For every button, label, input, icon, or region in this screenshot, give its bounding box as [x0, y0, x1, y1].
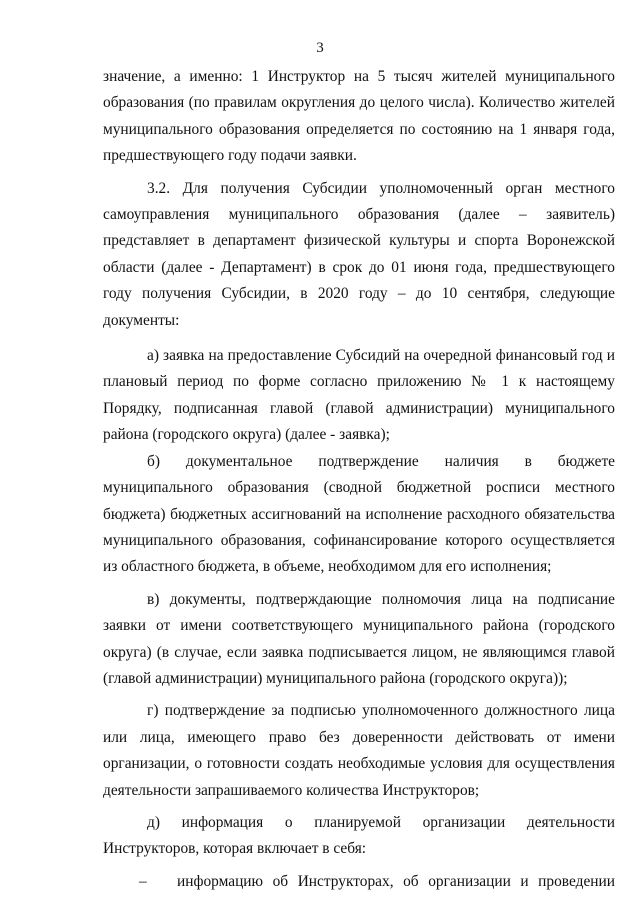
list-item-d-word: д) — [147, 813, 160, 831]
list-item-d-continuation: Инструкторов, которая включает в себя: — [103, 840, 367, 858]
paragraph-3-2: 3.2. Для получения Субсидии уполномоченный орган местного самоуправления муниципального образования (далее – заявитель) представляет в департамент физической культуры и спорта Воронежской области (далее - Департамент) в срок до 01 июня года, предшествующего году получения Субсидии, в 2020 году – до 10 сентября, следующие документы: — [103, 179, 615, 329]
dash-list-item-text: информацию об Инструкторах, об организации и проведении — [177, 872, 615, 890]
page-number: 3 — [316, 40, 324, 56]
dash-list-item — [103, 869, 615, 895]
dash-bullet: – — [139, 872, 147, 890]
list-item-d-word: организации — [422, 813, 506, 831]
list-item-g: г) подтверждение за подписью уполномоченного должностного лица или лица, имеющего право без доверенности действовать от имени организации, о готовности создать необходимые условия для осуществления деятельности запрашиваемого количества Инструкторов; — [103, 702, 615, 799]
list-item-d-word: о — [284, 813, 293, 831]
list-item-d-word: деятельности — [526, 813, 615, 831]
paragraph-continuation: значение, а именно: 1 Инструктор на 5 тысяч жителей муниципального образования (по правилам округления до целого числа). Количество жителей муниципального образования определяется по состоянию на 1 января года, предшествующего году подачи заявки. — [103, 68, 615, 165]
list-item-a: а) заявка на предоставление Субсидий на очередной финансовый год и плановый период по форме согласно приложению № 1 к настоящему Порядку, подписанная главой (главой администрации) муниципального района (городского округа) (далее - заявка); — [103, 347, 615, 444]
list-item-d-word: планируемой — [314, 813, 401, 831]
list-item-d-word: информация — [181, 813, 264, 831]
list-item-v: в) документы, подтверждающие полномочия лица на подписание заявки от имени соответствующего муниципального района (городского округа) (в случае, если заявка подписывается лицом, не являющимся главой (главой администрации) муниципального района (городского округа)); — [103, 590, 615, 687]
document-body — [103, 64, 615, 895]
list-item-b: б) документальное подтверждение наличия в бюджете муниципального образования (сводной бюджетной росписи местного бюджета) бюджетных ассигнований на исполнение расходного обязательства муниципального образования, софинансирование которого осуществляется из областного бюджета, в объеме, необходимом для его исполнения; — [103, 452, 615, 576]
list-item-d-first-line — [103, 810, 615, 836]
